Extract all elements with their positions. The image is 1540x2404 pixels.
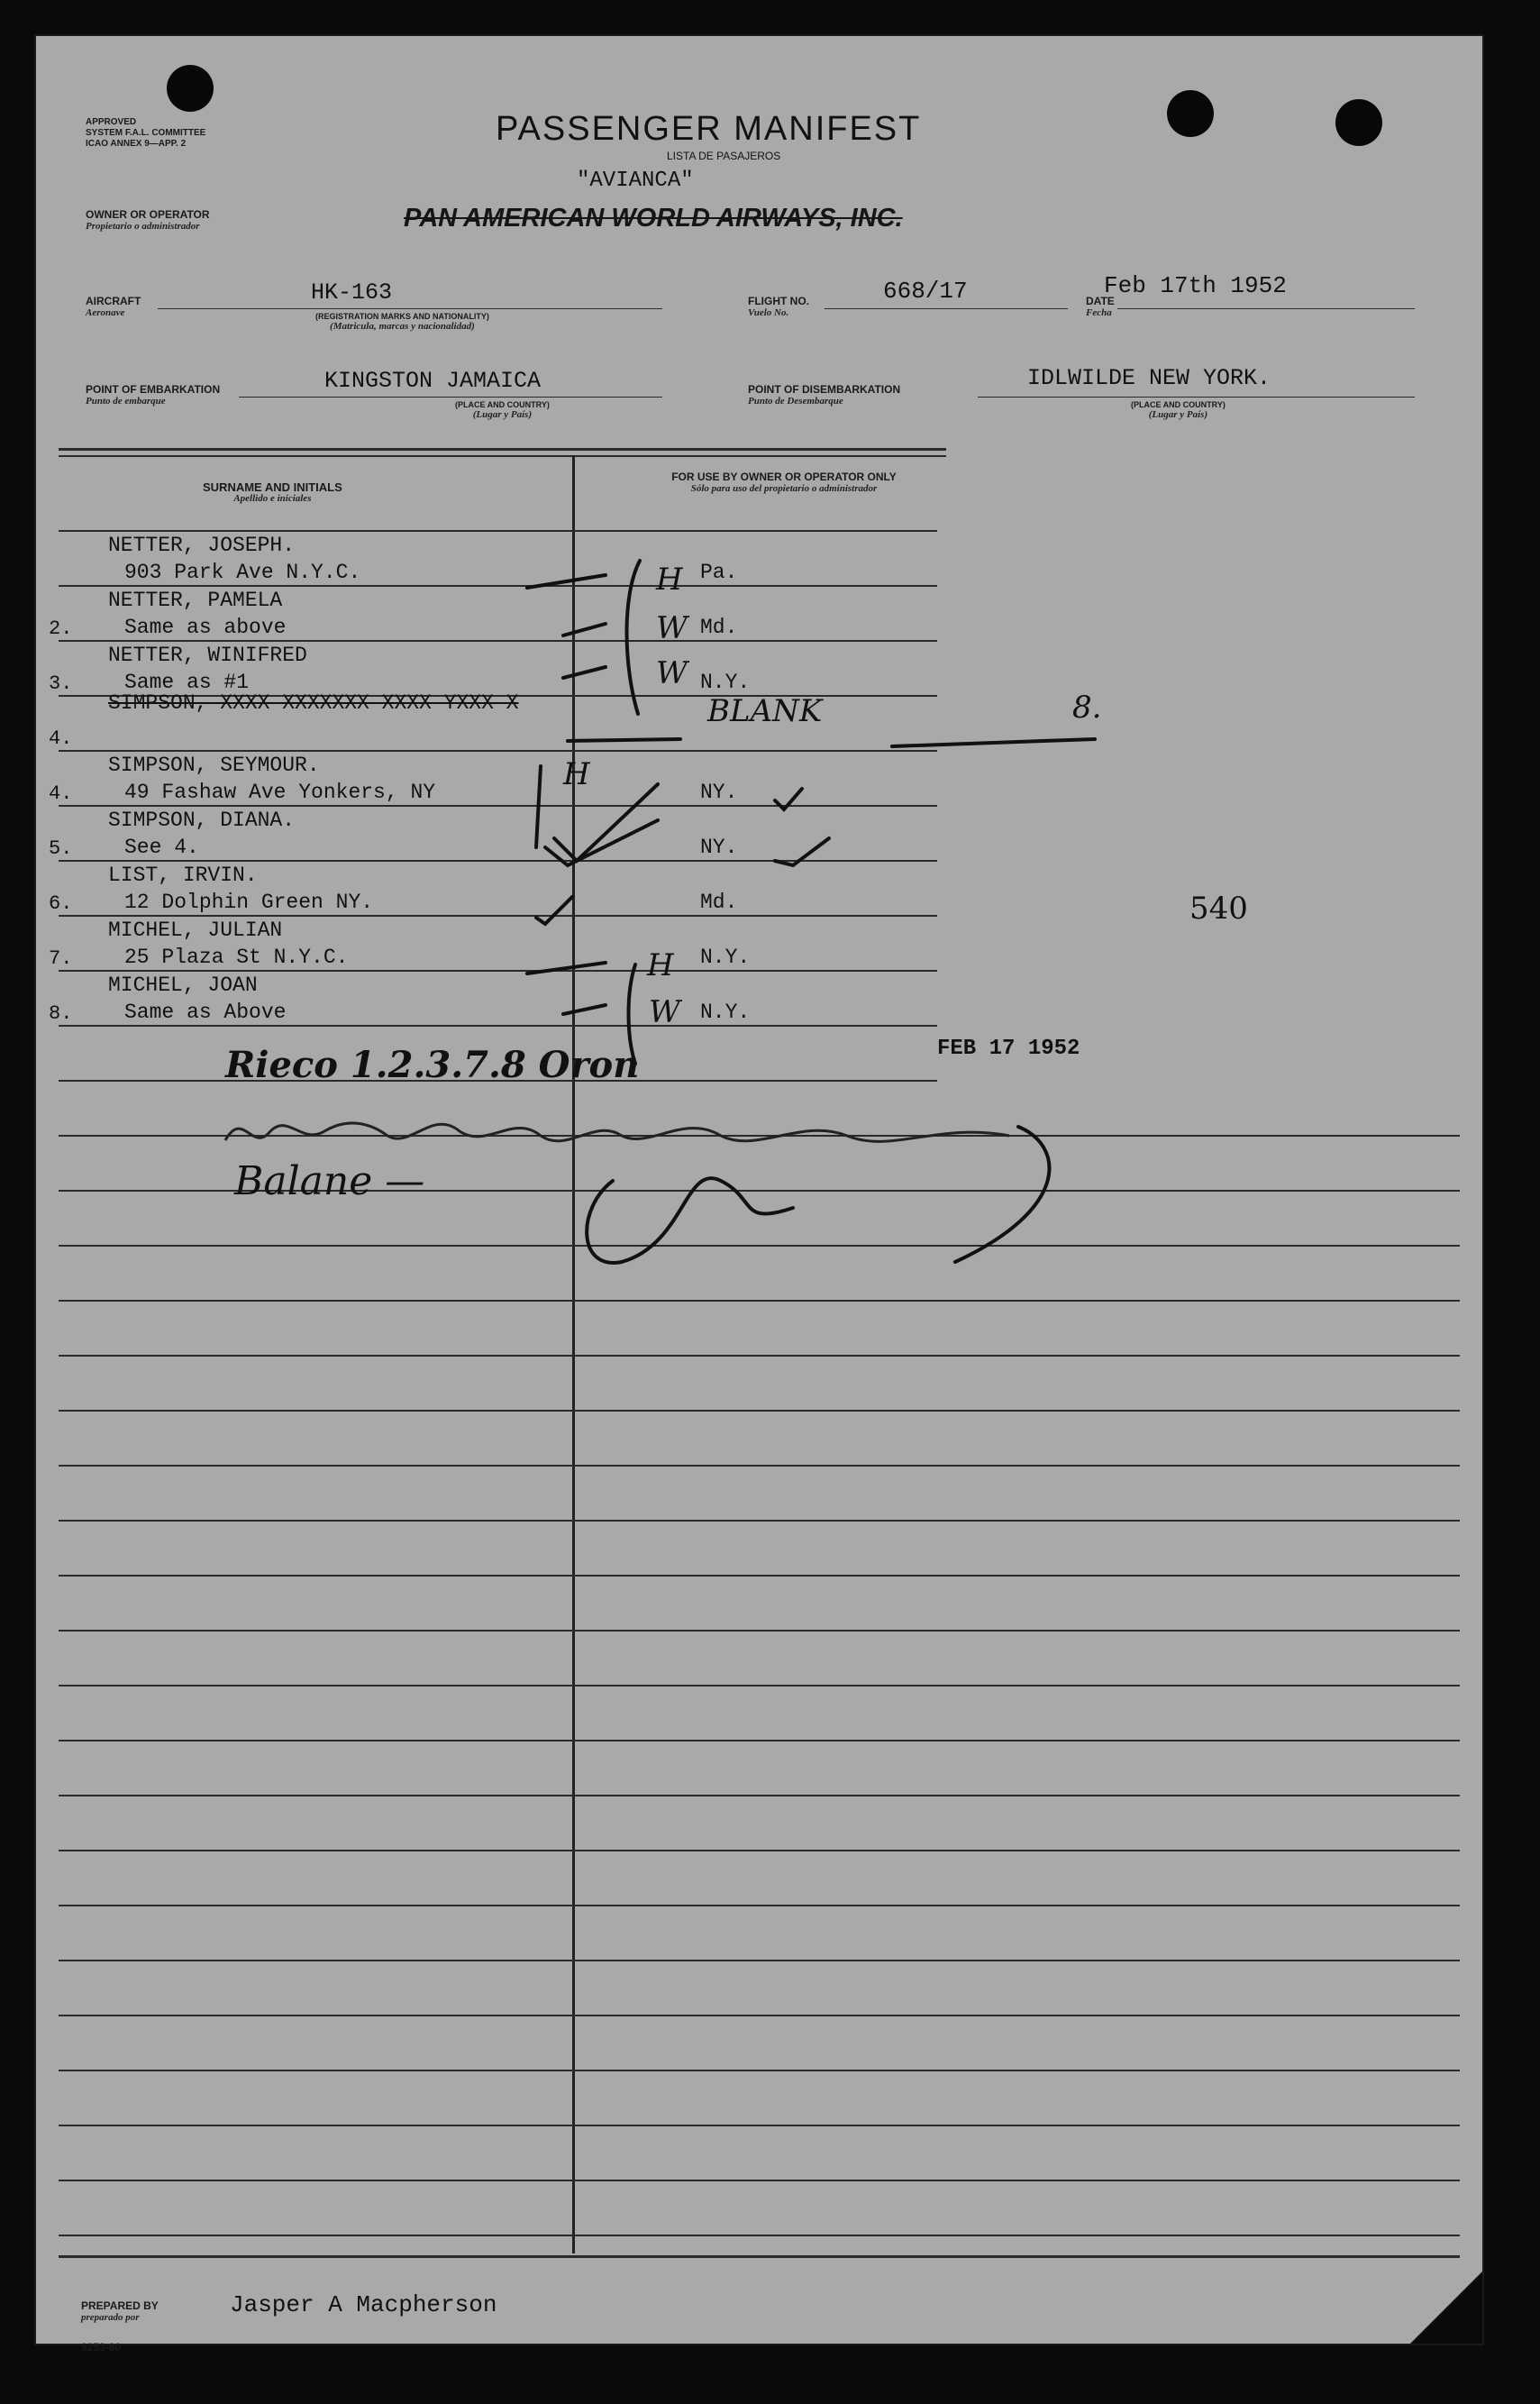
passenger-name: NETTER, WINIFRED <box>108 644 307 667</box>
ruled-line <box>59 1465 1460 1467</box>
passenger-name: NETTER, JOSEPH. <box>108 534 296 557</box>
prepared-by-label: PREPARED BY preparado por <box>81 2299 159 2323</box>
ruled-line <box>59 2125 1460 2126</box>
passenger-name: NETTER, PAMELA <box>108 589 283 612</box>
approval-note: APPROVED SYSTEM F.A.L. COMMITTEE ICAO ANNEX 9—APP. 2 <box>86 117 206 149</box>
passenger-state: N.Y. <box>700 671 751 694</box>
struck-airline: PAN AMERICAN WORLD AIRWAYS, INC. <box>404 204 903 233</box>
check-mark <box>545 820 658 865</box>
bracket-mark <box>536 766 541 847</box>
ruled-line <box>59 1850 1460 1851</box>
col-surname-header: SURNAME AND INITIALS Apellido e iniciales <box>203 480 342 504</box>
check-mark <box>554 784 658 861</box>
passenger-state: N.Y. <box>700 1001 751 1024</box>
mark-h: H <box>647 947 674 983</box>
passenger-state: Md. <box>700 616 738 639</box>
tail-line <box>892 739 1095 746</box>
mark-h: H <box>656 562 683 598</box>
ruled-line <box>59 1795 1460 1796</box>
check-mark <box>536 897 572 924</box>
prepared-by-value: Jasper A Macpherson <box>230 2291 497 2318</box>
passenger-address: See 4. <box>124 836 199 859</box>
ruled-line <box>59 2235 1460 2236</box>
passenger-name: LIST, IRVIN. <box>108 864 258 887</box>
ruled-line <box>59 2070 1460 2071</box>
passenger-name: SIMPSON, SEYMOUR. <box>108 754 320 777</box>
date-label: DATE Fecha <box>1086 295 1115 318</box>
embarkation-caption: (PLACE AND COUNTRY) (Lugar y País) <box>455 400 550 420</box>
owner-label: OWNER OR OPERATOR Propietario o administrador <box>86 208 210 232</box>
ruled-line <box>59 1740 1460 1741</box>
passenger-address: Same as Above <box>124 1001 287 1024</box>
passenger-address: 25 Plaza St N.Y.C. <box>124 946 349 969</box>
passenger-state: NY. <box>700 836 738 859</box>
ruled-line <box>59 1905 1460 1906</box>
row-number: 8. <box>49 1002 73 1025</box>
scribble-svg <box>216 1104 1054 1158</box>
corner-fold <box>1410 2271 1482 2344</box>
blank-mark: BLANK <box>707 693 823 729</box>
dash-mark <box>527 963 606 973</box>
ruled-line <box>59 1685 1460 1686</box>
table-bottom-rule <box>59 2255 1460 2258</box>
mark-w: W <box>656 610 688 646</box>
aircraft-label: AIRCRAFT Aeronave <box>86 295 141 318</box>
flight-value: 668/17 <box>883 278 968 305</box>
passenger-address: Same as #1 <box>124 671 250 694</box>
page-title: PASSENGER MANIFEST <box>496 110 922 148</box>
passenger-name-struck: SIMPSON, XXXX XXXXXXX XXXX YXXX X <box>108 691 519 715</box>
passenger-state: Pa. <box>700 561 738 584</box>
airline-name: "AVIANCA" <box>577 169 694 193</box>
disembarkation-label: POINT OF DISEMBARKATION Punto de Desembarque <box>748 383 901 407</box>
ruled-line <box>59 1575 1460 1577</box>
form-number: 9253-60 <box>81 2341 122 2354</box>
date-stamp: FEB 17 1952 <box>937 1037 1080 1061</box>
row-number: 6. <box>49 892 73 915</box>
ruled-line <box>59 2180 1460 2181</box>
passenger-state: NY. <box>700 781 738 804</box>
blank-tail: 8. <box>1072 690 1102 726</box>
ruled-line <box>59 1355 1460 1357</box>
passenger-address: 49 Fashaw Ave Yonkers, NY <box>124 781 436 804</box>
passenger-address: Same as above <box>124 616 287 639</box>
embarkation-label: POINT OF EMBARKATION Punto de embarque <box>86 383 221 407</box>
ruled-line <box>59 2015 1460 2016</box>
passenger-name: MICHEL, JOAN <box>108 973 258 997</box>
passenger-name: SIMPSON, DIANA. <box>108 809 296 832</box>
passenger-name: MICHEL, JULIAN <box>108 919 283 942</box>
dash-mark <box>563 1005 606 1014</box>
mark-w: W <box>656 655 688 691</box>
flight-label: FLIGHT NO. Vuelo No. <box>748 295 809 318</box>
passenger-address: 903 Park Ave N.Y.C. <box>124 561 361 584</box>
row-number: 7. <box>49 947 73 970</box>
passenger-state: N.Y. <box>700 946 751 969</box>
row-number: 4. <box>49 782 73 805</box>
passenger-address: 12 Dolphin Green NY. <box>124 891 374 914</box>
date-value: Feb 17th 1952 <box>1104 272 1287 299</box>
brace-mark <box>627 561 641 714</box>
mark-h: H <box>563 756 590 792</box>
ruled-line <box>59 1960 1460 1961</box>
disembarkation-caption: (PLACE AND COUNTRY) (Lugar y País) <box>1131 400 1226 420</box>
check-mark <box>775 838 829 865</box>
handwritten-note-1: Rieco 1.2.3.7.8 Oron <box>225 1044 640 1086</box>
passenger-state: Md. <box>700 891 738 914</box>
check-mark <box>775 789 802 809</box>
ruled-line <box>59 1630 1460 1632</box>
side-number: 540 <box>1189 891 1248 927</box>
ruled-line <box>59 1410 1460 1412</box>
strike-line <box>568 739 680 741</box>
handwritten-scribble <box>216 1104 1054 1158</box>
page-title-es: LISTA DE PASAJEROS <box>667 150 781 162</box>
embarkation-value: KINGSTON JAMAICA <box>324 368 542 394</box>
aircraft-value: HK-163 <box>311 279 393 306</box>
handwritten-note-3: Balane — <box>234 1158 425 1204</box>
row-number: 5. <box>49 837 73 860</box>
dash-mark <box>563 667 606 678</box>
dash-mark <box>563 624 606 635</box>
col-owner-header: FOR USE BY OWNER OR OPERATOR ONLY Sólo para uso del propietario o administrador <box>671 471 897 494</box>
aircraft-caption: (REGISTRATION MARKS AND NATIONALITY) (Matricula, marcas y nacionalidad) <box>315 312 489 332</box>
dash-mark <box>527 575 606 588</box>
mark-w: W <box>649 994 680 1030</box>
disembarkation-value: IDLWILDE NEW YORK. <box>1027 365 1271 391</box>
signature-swirl <box>587 1178 793 1263</box>
row-number: 3. <box>49 672 73 695</box>
manifest-sheet <box>36 36 1482 2354</box>
row-number: 4. <box>49 727 73 750</box>
ruled-line <box>59 1520 1460 1522</box>
row-number: 2. <box>49 617 73 640</box>
